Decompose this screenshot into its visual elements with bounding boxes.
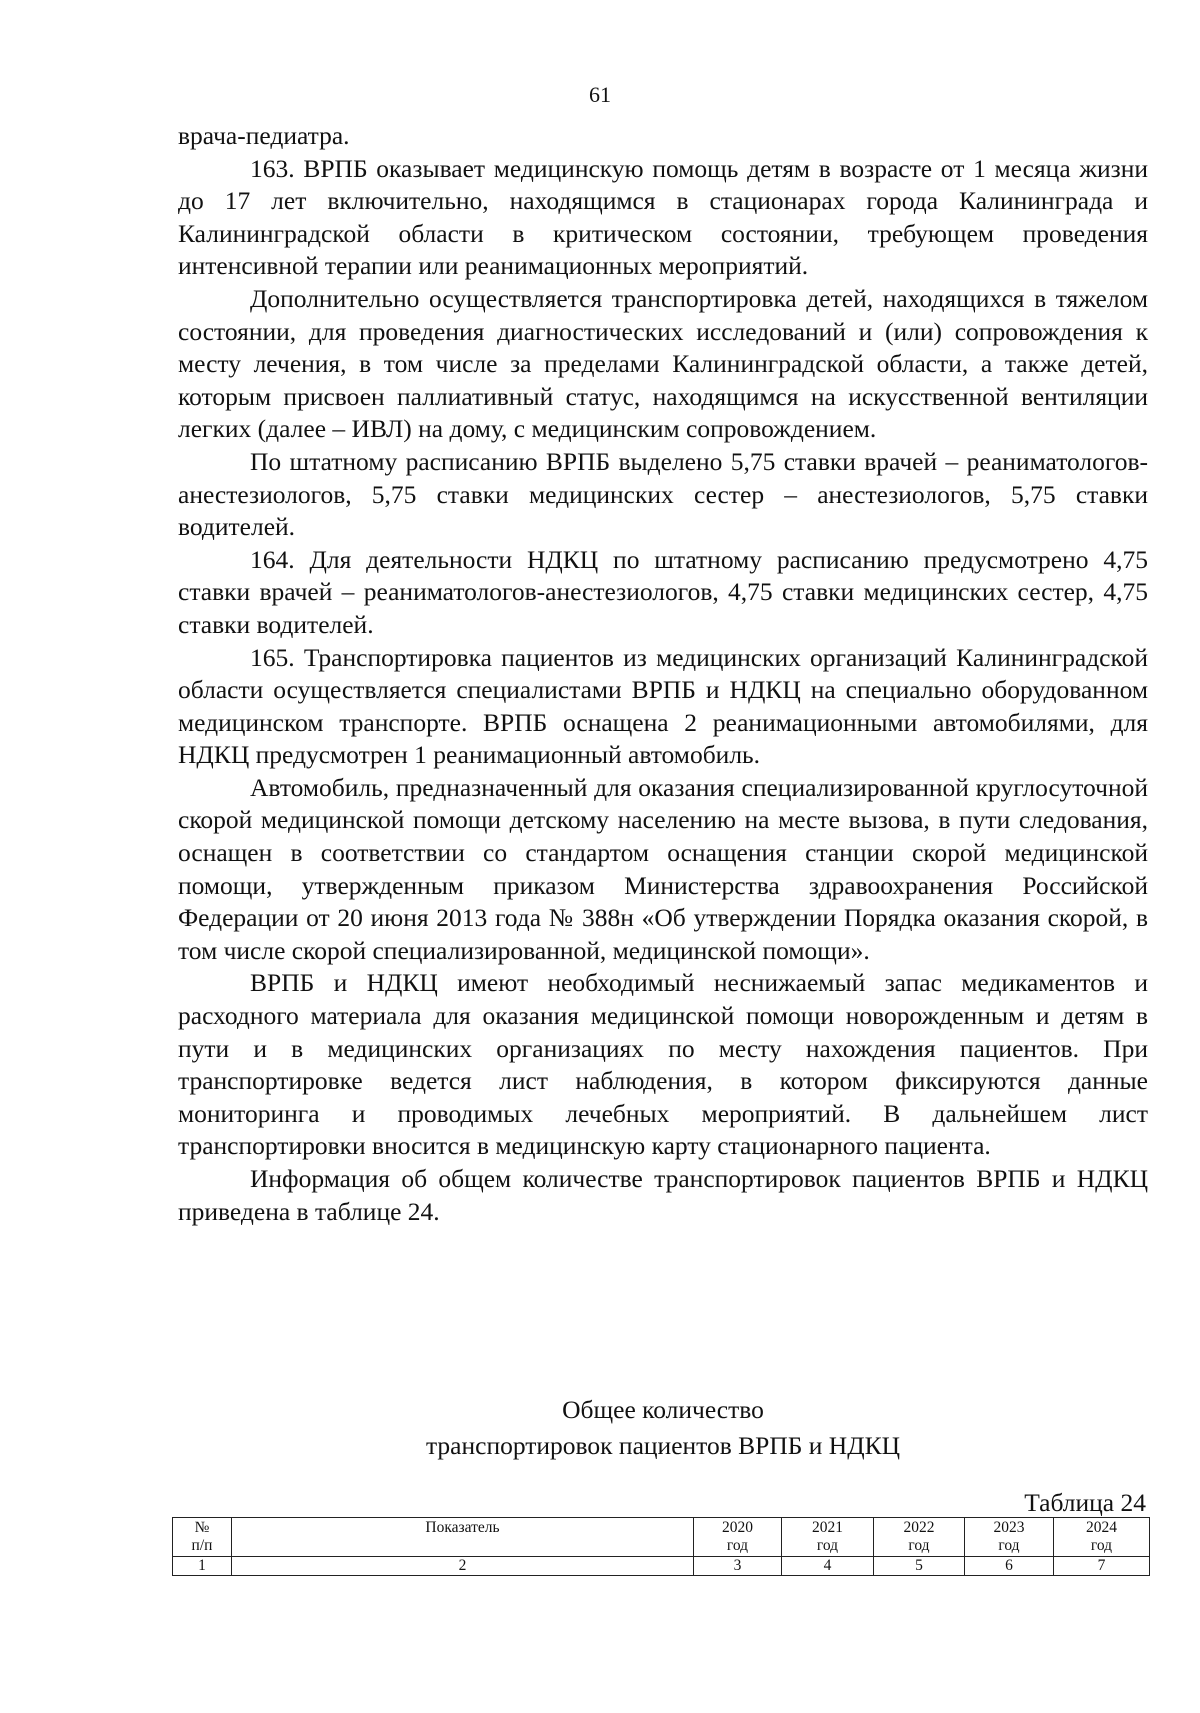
document-body [178,120,1148,1228]
header-text: 2020 [722,1519,753,1536]
paragraph: Автомобиль, предназначенный для оказания специализированной круглосуточной скорой медицинской помощи детскому населению на месте вызова, в пути следования, оснащен в соответствии со стандартом оснащения станции скорой медицинской помощи, утвержденным приказом Министерства здравоохранения Российской Федерации от 20 июня 2013 года № 388н «Об утверждении Порядка оказания скорой, в том числе скорой специализированной, медицинской помощи». [178,772,1148,965]
paragraph: Дополнительно осуществляется транспортировка детей, находящихся в тяжелом состоянии, для проведения диагностических исследований и (или) сопровождения к месту лечения, в том числе за пределами Калининградской области, а также детей, которым присвоен паллиативный статус, находящимся на искусственной вентиляции легких (далее – ИВЛ) на дому, с медицинским сопровождением. [178,283,1148,444]
table-cell: 3 [694,1557,782,1576]
paragraph: 165. Транспортировка пациентов из медицинских организаций Калининградской области осуществляется специалистами ВРПБ и НДКЦ на специально оборудованном медицинском транспорте. ВРПБ оснащена 2 реанимационными автомобилями, для НДКЦ предусмотрен 1 реанимационный автомобиль. [178,642,1148,770]
header-cell-number [173,1518,232,1557]
table-cell: 1 [173,1557,232,1576]
paragraph: 163. ВРПБ оказывает медицинскую помощь детям в возрасте от 1 месяца жизни до 17 лет включительно, находящимся в стационарах города Калининграда и Калининградской области в критическом состоянии, требующем проведения интенсивной терапии или реанимационных мероприятий. [178,153,1148,281]
header-cell-year [782,1518,874,1557]
table-header-row [173,1518,1150,1557]
table-cell: 2 [232,1557,694,1576]
page-number: 61 [589,82,611,107]
table-title-line: Общее количество [562,1395,764,1424]
header-text: 2023 [993,1519,1025,1536]
table-cell: 6 [965,1557,1054,1576]
header-text: год [908,1537,930,1554]
header-text: 2021 [812,1519,843,1536]
header-cell-year [874,1518,965,1557]
header-cell-year [965,1518,1054,1557]
table-cell: 5 [874,1557,965,1576]
header-text: Показатель [425,1519,500,1536]
paragraph: врача-педиатра. [178,121,350,150]
paragraph: ВРПБ и НДКЦ имеют необходимый неснижаемый запас медикаментов и расходного материала для оказания медицинской помощи новорожденным и детям в пути и в медицинских организациях по месту нахождения пациентов. При транспортировке ведется лист наблюдения, в котором фиксируются данные мониторинга и проводимых лечебных мероприятий. В дальнейшем лист транспортировки вносится в медицинскую карту стационарного пациента. [178,968,1148,1161]
header-cell-indicator [232,1518,694,1557]
header-text: № [194,1519,210,1536]
table-title-line: транспортировок пациентов ВРПБ и НДКЦ [425,1431,901,1460]
paragraph: По штатному расписанию ВРПБ выделено 5,75 ставки врачей – реаниматологов-анестезиологов, 5,75 ставки медицинских сестер – анестезиологов, 5,75 ставки водителей. [178,446,1148,542]
header-text: год [726,1537,749,1554]
header-cell-year [1054,1518,1150,1557]
header-text: п/п [191,1537,213,1554]
header-text: 2022 [903,1519,935,1536]
header-text: 2024 [1086,1519,1117,1536]
table-cell: 7 [1054,1557,1150,1576]
table-cell: 4 [782,1557,874,1576]
header-text: год [1090,1537,1113,1554]
table-title [178,1392,1148,1464]
paragraph: 164. Для деятельности НДКЦ по штатному расписанию предусмотрено 4,75 ставки врачей – реаниматологов-анестезиологов, 4,75 ставки медицинских сестер, 4,75 ставки водителей. [178,544,1148,639]
header-cell-year [694,1518,782,1557]
transport-table [172,1517,1150,1576]
table-caption: Таблица 24 [1024,1488,1146,1517]
paragraph: Информация об общем количестве транспортировок пациентов ВРПБ и НДКЦ приведена в таблице 24. [178,1164,1148,1226]
header-text: год [998,1537,1020,1554]
header-text: год [816,1537,839,1554]
table-numbering-row [173,1557,1150,1576]
